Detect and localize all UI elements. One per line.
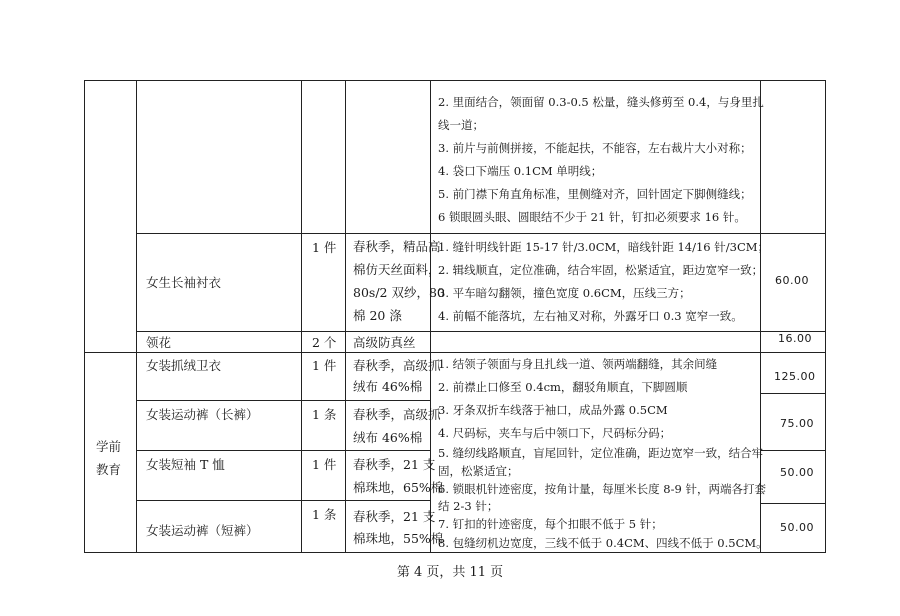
item-material: 棉 20 涤 — [353, 308, 402, 323]
col-divider — [301, 80, 302, 553]
item-material: 棉珠地，55%棉 — [353, 531, 444, 546]
requirement-line: 3. 牙条双折车线落于袖口，成品外露 0.5CM — [438, 403, 668, 417]
requirement-line: 4. 袋口下端压 0.1CM 单明线； — [438, 164, 603, 178]
category-label: 教育 — [96, 462, 122, 477]
item-material: 绒布 46%棉 — [353, 379, 423, 394]
requirement-line: 6 锁眼圆头眼、圆眼结不少于 21 针，钉扣必须要求 16 针。 — [438, 210, 746, 224]
row-divider — [136, 331, 826, 332]
table-top-border — [84, 80, 826, 81]
item-price: 50.00 — [780, 521, 814, 534]
item-material: 春秋季，高级抓 — [353, 407, 441, 422]
requirement-line: 4. 尺码标，夹车与后中领口下，尺码标分码； — [438, 426, 672, 440]
item-price: 125.00 — [774, 370, 816, 383]
table-bottom-border — [84, 552, 826, 553]
requirement-line: 7. 钉扣的针迹密度，每个扣眼不低于 5 针； — [438, 517, 663, 531]
requirement-line: 固，松紧适宜； — [438, 464, 519, 478]
table-left-border — [84, 80, 85, 553]
item-material: 高级防真丝 — [353, 335, 416, 350]
price-divider — [760, 450, 826, 451]
requirement-line: 3. 平车暗勾翻领，撞色宽度 0.6CM，压线三方； — [438, 286, 691, 300]
requirement-line: 2. 辑线顺直，定位准确，结合牢固，松紧适宜，距边宽窄一致； — [438, 263, 764, 277]
item-material: 春秋季，精品高 — [353, 239, 441, 254]
requirement-line: 4. 前幅不能落坑，左右袖叉对称，外露牙口 0.3 宽窄一致。 — [438, 309, 743, 323]
requirement-line: 线一道； — [438, 118, 484, 132]
requirement-line: 2. 前襟止口修至 0.4cm，翻驳角顺直，下脚圆顺 — [438, 380, 688, 394]
row-divider — [136, 400, 430, 401]
page-number: 第 4 页，共 11 页 — [396, 565, 504, 580]
item-price: 60.00 — [775, 274, 809, 287]
item-price: 16.00 — [778, 332, 812, 345]
item-name: 女装抓绒卫衣 — [146, 358, 222, 373]
item-quantity: 1 件 — [312, 457, 337, 472]
item-name: 女装运动裤（短裤） — [146, 523, 259, 538]
item-name: 女生长袖衬衣 — [146, 275, 222, 290]
requirement-line: 6. 锁眼机针迹密度，按角计量，每厘米长度 8-9 针，两端各打套 — [438, 482, 766, 496]
requirement-line: 结 2-3 针； — [438, 499, 499, 513]
row-divider — [136, 233, 826, 234]
item-name: 女装短袖 T 恤 — [146, 457, 225, 472]
row-divider — [84, 352, 826, 353]
requirement-line: 8. 包缝纫机边宽度，三线不低于 0.4CM、四线不低于 0.5CM。 — [438, 536, 768, 550]
requirement-line: 1. 结领子领面与身且扎线一道、领两端翻缝，其余间缝 — [438, 357, 718, 371]
item-material: 绒布 46%棉 — [353, 430, 423, 445]
requirement-line: 1. 缝针明线针距 15-17 针/3.0CM，暗线针距 14/16 针/3CM； — [438, 240, 770, 254]
item-name: 女装运动裤（长裤） — [146, 407, 259, 422]
item-material: 80s/2 双纱，80 — [353, 285, 445, 300]
requirement-line: 5. 前门襟下角直角标准，里侧缝对齐，回针固定下脚侧缝线； — [438, 187, 752, 201]
item-quantity: 1 条 — [312, 507, 337, 522]
item-price: 50.00 — [780, 466, 814, 479]
price-divider — [760, 393, 826, 394]
item-quantity: 1 件 — [312, 358, 337, 373]
item-quantity: 2 个 — [312, 335, 337, 350]
category-label: 学前 — [96, 439, 122, 454]
item-name: 领花 — [146, 335, 172, 350]
item-material: 春秋季，21 支 — [353, 457, 436, 472]
requirement-line: 5. 缝纫线路顺直，盲尾回针，定位准确，距边宽窄一致，结合牢 — [438, 446, 764, 460]
row-divider — [136, 500, 430, 501]
item-material: 春秋季，高级抓 — [353, 358, 441, 373]
item-material: 棉仿天丝面料， — [353, 262, 441, 277]
price-divider — [760, 503, 826, 504]
item-quantity: 1 件 — [312, 240, 337, 255]
item-quantity: 1 条 — [312, 407, 337, 422]
requirement-line: 2. 里面结合，领面留 0.3-0.5 松量，缝头修剪至 0.4，与身里扎 — [438, 95, 764, 109]
table-right-border — [825, 80, 826, 553]
item-material: 春秋季，21 支 — [353, 509, 436, 524]
item-price: 75.00 — [780, 417, 814, 430]
row-divider — [136, 450, 430, 451]
col-divider — [345, 80, 346, 553]
col-divider — [136, 80, 137, 553]
requirement-line: 3. 前片与前侧拼接，不能起扶，不能容，左右裁片大小对称； — [438, 141, 752, 155]
item-material: 棉珠地，65%棉 — [353, 480, 444, 495]
